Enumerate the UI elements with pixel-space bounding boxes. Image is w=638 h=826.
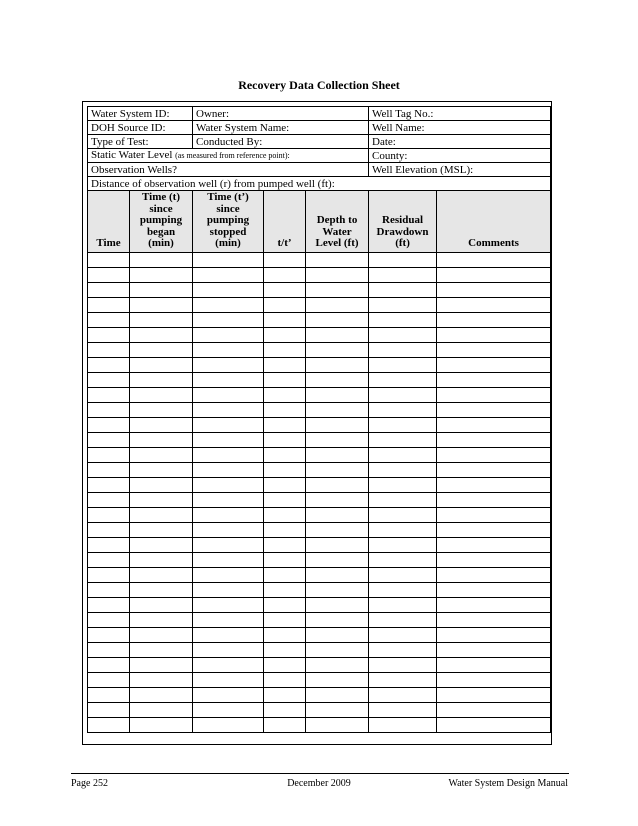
cell-ratio[interactable] xyxy=(264,447,306,462)
table-row xyxy=(88,552,551,567)
cell-depth[interactable] xyxy=(306,627,369,642)
cell-time[interactable] xyxy=(88,642,130,657)
cell-time-since-stopped[interactable] xyxy=(193,282,264,297)
table-row xyxy=(88,657,551,672)
cell-comments[interactable] xyxy=(437,597,551,612)
cell-time[interactable] xyxy=(88,552,130,567)
table-row xyxy=(88,627,551,642)
cell-time-since-stopped[interactable] xyxy=(193,582,264,597)
table-row xyxy=(88,267,551,282)
cell-drawdown[interactable] xyxy=(369,267,437,282)
county-field[interactable]: County: xyxy=(369,149,551,163)
cell-time-since-stopped[interactable] xyxy=(193,642,264,657)
cell-time-since-stopped[interactable] xyxy=(193,597,264,612)
cell-comments[interactable] xyxy=(437,372,551,387)
cell-depth[interactable] xyxy=(306,312,369,327)
cell-comments[interactable] xyxy=(437,672,551,687)
cell-comments[interactable] xyxy=(437,627,551,642)
cell-depth[interactable] xyxy=(306,462,369,477)
well-tag-field[interactable]: Well Tag No.: xyxy=(369,107,551,121)
table-row xyxy=(88,447,551,462)
cell-time-since-began[interactable] xyxy=(130,297,193,312)
cell-time[interactable] xyxy=(88,462,130,477)
cell-comments[interactable] xyxy=(437,267,551,282)
cell-time-since-began[interactable] xyxy=(130,312,193,327)
col-header-time: Time xyxy=(88,191,130,253)
cell-time-since-stopped[interactable] xyxy=(193,417,264,432)
table-row xyxy=(88,717,551,732)
distance-field[interactable]: Distance of observation well (r) from pumped well (ft): xyxy=(88,177,551,191)
cell-time-since-began[interactable] xyxy=(130,537,193,552)
cell-time-since-began[interactable] xyxy=(130,507,193,522)
cell-time-since-began[interactable] xyxy=(130,597,193,612)
cell-time-since-began[interactable] xyxy=(130,567,193,582)
info-row-4 xyxy=(88,149,551,163)
cell-drawdown[interactable] xyxy=(369,372,437,387)
cell-comments[interactable] xyxy=(437,702,551,717)
col-header-time-since-began: Time (t) since pumping began (min) xyxy=(130,191,193,253)
cell-time-since-began[interactable] xyxy=(130,282,193,297)
cell-time[interactable] xyxy=(88,357,130,372)
cell-ratio[interactable] xyxy=(264,717,306,732)
cell-time[interactable] xyxy=(88,447,130,462)
cell-depth[interactable] xyxy=(306,402,369,417)
water-system-id-field[interactable]: Water System ID: xyxy=(88,107,193,121)
cell-drawdown[interactable] xyxy=(369,282,437,297)
cell-time-since-began[interactable] xyxy=(130,447,193,462)
cell-time[interactable] xyxy=(88,522,130,537)
cell-time-since-began[interactable] xyxy=(130,342,193,357)
cell-time-since-stopped[interactable] xyxy=(193,372,264,387)
cell-drawdown[interactable] xyxy=(369,312,437,327)
cell-ratio[interactable] xyxy=(264,507,306,522)
cell-drawdown[interactable] xyxy=(369,552,437,567)
cell-drawdown[interactable] xyxy=(369,597,437,612)
cell-time-since-stopped[interactable] xyxy=(193,537,264,552)
cell-ratio[interactable] xyxy=(264,597,306,612)
cell-time-since-began[interactable] xyxy=(130,252,193,267)
cell-time-since-stopped[interactable] xyxy=(193,387,264,402)
cell-depth[interactable] xyxy=(306,672,369,687)
cell-time-since-stopped[interactable] xyxy=(193,687,264,702)
cell-ratio[interactable] xyxy=(264,612,306,627)
data-rows xyxy=(88,252,551,732)
cell-time[interactable] xyxy=(88,387,130,402)
cell-time[interactable] xyxy=(88,402,130,417)
footer-date: December 2009 xyxy=(287,778,351,789)
cell-time[interactable] xyxy=(88,597,130,612)
cell-time-since-stopped[interactable] xyxy=(193,522,264,537)
cell-comments[interactable] xyxy=(437,312,551,327)
cell-drawdown[interactable] xyxy=(369,402,437,417)
cell-time[interactable] xyxy=(88,717,130,732)
cell-time[interactable] xyxy=(88,417,130,432)
cell-ratio[interactable] xyxy=(264,417,306,432)
cell-depth[interactable] xyxy=(306,357,369,372)
cell-time-since-began[interactable] xyxy=(130,627,193,642)
cell-drawdown[interactable] xyxy=(369,672,437,687)
table-row xyxy=(88,537,551,552)
water-system-name-field[interactable]: Water System Name: xyxy=(193,121,369,135)
cell-time-since-stopped[interactable] xyxy=(193,327,264,342)
footer-manual-title: Water System Design Manual xyxy=(448,778,568,789)
cell-time-since-began[interactable] xyxy=(130,402,193,417)
cell-drawdown[interactable] xyxy=(369,252,437,267)
cell-time-since-stopped[interactable] xyxy=(193,342,264,357)
cell-ratio[interactable] xyxy=(264,297,306,312)
static-water-level-note: (as measured from reference point): xyxy=(175,151,290,160)
cell-time-since-began[interactable] xyxy=(130,522,193,537)
cell-comments[interactable] xyxy=(437,387,551,402)
cell-depth[interactable] xyxy=(306,267,369,282)
cell-time-since-began[interactable] xyxy=(130,672,193,687)
cell-ratio[interactable] xyxy=(264,462,306,477)
cell-drawdown[interactable] xyxy=(369,447,437,462)
cell-time-since-stopped[interactable] xyxy=(193,717,264,732)
recovery-data-table xyxy=(87,106,551,733)
cell-time[interactable] xyxy=(88,267,130,282)
cell-time-since-began[interactable] xyxy=(130,267,193,282)
cell-time[interactable] xyxy=(88,297,130,312)
table-row xyxy=(88,642,551,657)
cell-drawdown[interactable] xyxy=(369,582,437,597)
cell-time-since-stopped[interactable] xyxy=(193,492,264,507)
cell-time[interactable] xyxy=(88,672,130,687)
col-header-drawdown: Residual Drawdown (ft) xyxy=(369,191,437,253)
cell-time-since-stopped[interactable] xyxy=(193,507,264,522)
table-row xyxy=(88,702,551,717)
cell-time-since-stopped[interactable] xyxy=(193,477,264,492)
cell-time-since-stopped[interactable] xyxy=(193,432,264,447)
conducted-by-field[interactable]: Conducted By: xyxy=(193,135,369,149)
well-elevation-field[interactable]: Well Elevation (MSL): xyxy=(369,163,551,177)
cell-ratio[interactable] xyxy=(264,492,306,507)
cell-drawdown[interactable] xyxy=(369,687,437,702)
cell-time-since-began[interactable] xyxy=(130,432,193,447)
cell-comments[interactable] xyxy=(437,402,551,417)
cell-drawdown[interactable] xyxy=(369,642,437,657)
cell-ratio[interactable] xyxy=(264,342,306,357)
cell-comments[interactable] xyxy=(437,297,551,312)
cell-drawdown[interactable] xyxy=(369,462,437,477)
cell-drawdown[interactable] xyxy=(369,657,437,672)
cell-time[interactable] xyxy=(88,687,130,702)
cell-ratio[interactable] xyxy=(264,687,306,702)
cell-time-since-began[interactable] xyxy=(130,687,193,702)
cell-ratio[interactable] xyxy=(264,327,306,342)
cell-time-since-began[interactable] xyxy=(130,612,193,627)
table-row xyxy=(88,282,551,297)
cell-comments[interactable] xyxy=(437,687,551,702)
info-row-5 xyxy=(88,163,551,177)
footer-page-number: Page 252 xyxy=(71,778,108,789)
cell-depth[interactable] xyxy=(306,387,369,402)
footer-rule xyxy=(71,773,569,774)
cell-comments[interactable] xyxy=(437,657,551,672)
cell-drawdown[interactable] xyxy=(369,297,437,312)
cell-time-since-stopped[interactable] xyxy=(193,297,264,312)
cell-time[interactable] xyxy=(88,657,130,672)
cell-time[interactable] xyxy=(88,342,130,357)
cell-comments[interactable] xyxy=(437,492,551,507)
cell-depth[interactable] xyxy=(306,657,369,672)
table-row xyxy=(88,597,551,612)
cell-time-since-stopped[interactable] xyxy=(193,612,264,627)
cell-depth[interactable] xyxy=(306,582,369,597)
cell-depth[interactable] xyxy=(306,432,369,447)
cell-time-since-stopped[interactable] xyxy=(193,402,264,417)
table-row xyxy=(88,507,551,522)
cell-time[interactable] xyxy=(88,282,130,297)
cell-depth[interactable] xyxy=(306,252,369,267)
info-row-6 xyxy=(88,177,551,191)
cell-depth[interactable] xyxy=(306,687,369,702)
col-header-depth: Depth to Water Level (ft) xyxy=(306,191,369,253)
cell-ratio[interactable] xyxy=(264,657,306,672)
cell-depth[interactable] xyxy=(306,327,369,342)
cell-comments[interactable] xyxy=(437,567,551,582)
cell-comments[interactable] xyxy=(437,537,551,552)
type-of-test-field[interactable]: Type of Test: xyxy=(88,135,193,149)
cell-comments[interactable] xyxy=(437,342,551,357)
cell-time-since-began[interactable] xyxy=(130,417,193,432)
cell-drawdown[interactable] xyxy=(369,492,437,507)
cell-comments[interactable] xyxy=(437,522,551,537)
cell-time[interactable] xyxy=(88,507,130,522)
cell-drawdown[interactable] xyxy=(369,387,437,402)
cell-drawdown[interactable] xyxy=(369,507,437,522)
cell-time-since-began[interactable] xyxy=(130,492,193,507)
cell-drawdown[interactable] xyxy=(369,432,437,447)
cell-drawdown[interactable] xyxy=(369,612,437,627)
observation-wells-field[interactable]: Observation Wells? xyxy=(88,163,369,177)
cell-ratio[interactable] xyxy=(264,282,306,297)
cell-time-since-began[interactable] xyxy=(130,327,193,342)
cell-drawdown[interactable] xyxy=(369,342,437,357)
cell-ratio[interactable] xyxy=(264,537,306,552)
table-row xyxy=(88,492,551,507)
cell-time[interactable] xyxy=(88,627,130,642)
table-row xyxy=(88,612,551,627)
cell-time-since-began[interactable] xyxy=(130,582,193,597)
cell-time[interactable] xyxy=(88,327,130,342)
cell-time-since-stopped[interactable] xyxy=(193,267,264,282)
doh-source-id-field[interactable]: DOH Source ID: xyxy=(88,121,193,135)
cell-time[interactable] xyxy=(88,537,130,552)
table-row xyxy=(88,477,551,492)
table-row xyxy=(88,357,551,372)
cell-time-since-began[interactable] xyxy=(130,552,193,567)
cell-drawdown[interactable] xyxy=(369,717,437,732)
table-row xyxy=(88,522,551,537)
cell-comments[interactable] xyxy=(437,282,551,297)
cell-depth[interactable] xyxy=(306,342,369,357)
column-header-row xyxy=(88,191,551,253)
cell-time[interactable] xyxy=(88,612,130,627)
info-row-2 xyxy=(88,121,551,135)
cell-depth[interactable] xyxy=(306,717,369,732)
col-header-time-since-stopped: Time (t’) since pumping stopped (min) xyxy=(193,191,264,253)
cell-time-since-began[interactable] xyxy=(130,642,193,657)
table-row xyxy=(88,687,551,702)
cell-time[interactable] xyxy=(88,252,130,267)
table-row xyxy=(88,297,551,312)
cell-time-since-began[interactable] xyxy=(130,657,193,672)
cell-time-since-stopped[interactable] xyxy=(193,462,264,477)
cell-depth[interactable] xyxy=(306,492,369,507)
date-field[interactable]: Date: xyxy=(369,135,551,149)
table-row xyxy=(88,312,551,327)
owner-field[interactable]: Owner: xyxy=(193,107,369,121)
cell-comments[interactable] xyxy=(437,552,551,567)
cell-time[interactable] xyxy=(88,312,130,327)
table-row xyxy=(88,342,551,357)
cell-drawdown[interactable] xyxy=(369,477,437,492)
cell-depth[interactable] xyxy=(306,447,369,462)
cell-depth[interactable] xyxy=(306,372,369,387)
cell-time-since-began[interactable] xyxy=(130,462,193,477)
cell-drawdown[interactable] xyxy=(369,537,437,552)
cell-drawdown[interactable] xyxy=(369,522,437,537)
cell-comments[interactable] xyxy=(437,417,551,432)
cell-time-since-stopped[interactable] xyxy=(193,312,264,327)
cell-ratio[interactable] xyxy=(264,552,306,567)
cell-ratio[interactable] xyxy=(264,267,306,282)
cell-time-since-stopped[interactable] xyxy=(193,627,264,642)
table-row xyxy=(88,387,551,402)
cell-time[interactable] xyxy=(88,432,130,447)
table-row xyxy=(88,402,551,417)
cell-drawdown[interactable] xyxy=(369,702,437,717)
cell-depth[interactable] xyxy=(306,477,369,492)
cell-time-since-began[interactable] xyxy=(130,357,193,372)
table-row xyxy=(88,567,551,582)
cell-ratio[interactable] xyxy=(264,567,306,582)
cell-time[interactable] xyxy=(88,582,130,597)
sheet-title: Recovery Data Collection Sheet xyxy=(238,78,400,92)
cell-time-since-stopped[interactable] xyxy=(193,357,264,372)
cell-comments[interactable] xyxy=(437,462,551,477)
cell-time-since-stopped[interactable] xyxy=(193,672,264,687)
table-row xyxy=(88,582,551,597)
cell-ratio[interactable] xyxy=(264,642,306,657)
cell-time-since-stopped[interactable] xyxy=(193,702,264,717)
cell-time-since-began[interactable] xyxy=(130,717,193,732)
cell-time-since-began[interactable] xyxy=(130,372,193,387)
cell-ratio[interactable] xyxy=(264,522,306,537)
cell-comments[interactable] xyxy=(437,717,551,732)
well-name-field[interactable]: Well Name: xyxy=(369,121,551,135)
cell-time[interactable] xyxy=(88,492,130,507)
cell-drawdown[interactable] xyxy=(369,627,437,642)
cell-drawdown[interactable] xyxy=(369,567,437,582)
cell-ratio[interactable] xyxy=(264,252,306,267)
table-row xyxy=(88,252,551,267)
cell-comments[interactable] xyxy=(437,582,551,597)
cell-comments[interactable] xyxy=(437,507,551,522)
cell-ratio[interactable] xyxy=(264,312,306,327)
cell-depth[interactable] xyxy=(306,522,369,537)
cell-ratio[interactable] xyxy=(264,627,306,642)
cell-depth[interactable] xyxy=(306,507,369,522)
table-row xyxy=(88,462,551,477)
cell-ratio[interactable] xyxy=(264,387,306,402)
cell-depth[interactable] xyxy=(306,642,369,657)
info-row-3 xyxy=(88,135,551,149)
col-header-comments: Comments xyxy=(437,191,551,253)
cell-time[interactable] xyxy=(88,702,130,717)
col-header-ratio: t/t’ xyxy=(264,191,306,253)
cell-drawdown[interactable] xyxy=(369,417,437,432)
cell-time[interactable] xyxy=(88,372,130,387)
cell-drawdown[interactable] xyxy=(369,327,437,342)
cell-time-since-stopped[interactable] xyxy=(193,567,264,582)
static-water-level-field[interactable] xyxy=(88,149,369,163)
static-water-level-label: Static Water Level xyxy=(91,149,173,161)
table-row xyxy=(88,327,551,342)
cell-ratio[interactable] xyxy=(264,432,306,447)
info-row-1 xyxy=(88,107,551,121)
cell-ratio[interactable] xyxy=(264,357,306,372)
cell-depth[interactable] xyxy=(306,417,369,432)
table-row xyxy=(88,417,551,432)
table-row xyxy=(88,432,551,447)
cell-depth[interactable] xyxy=(306,552,369,567)
cell-comments[interactable] xyxy=(437,357,551,372)
table-row xyxy=(88,672,551,687)
cell-depth[interactable] xyxy=(306,597,369,612)
cell-comments[interactable] xyxy=(437,612,551,627)
cell-time-since-stopped[interactable] xyxy=(193,252,264,267)
cell-time-since-began[interactable] xyxy=(130,387,193,402)
cell-ratio[interactable] xyxy=(264,402,306,417)
cell-time[interactable] xyxy=(88,477,130,492)
cell-comments[interactable] xyxy=(437,252,551,267)
cell-ratio[interactable] xyxy=(264,372,306,387)
cell-ratio[interactable] xyxy=(264,702,306,717)
cell-comments[interactable] xyxy=(437,642,551,657)
cell-time-since-stopped[interactable] xyxy=(193,447,264,462)
cell-depth[interactable] xyxy=(306,297,369,312)
cell-comments[interactable] xyxy=(437,477,551,492)
cell-depth[interactable] xyxy=(306,537,369,552)
cell-depth[interactable] xyxy=(306,702,369,717)
cell-depth[interactable] xyxy=(306,567,369,582)
table-row xyxy=(88,372,551,387)
cell-time-since-began[interactable] xyxy=(130,702,193,717)
cell-comments[interactable] xyxy=(437,447,551,462)
cell-ratio[interactable] xyxy=(264,672,306,687)
cell-comments[interactable] xyxy=(437,432,551,447)
cell-depth[interactable] xyxy=(306,612,369,627)
cell-time-since-stopped[interactable] xyxy=(193,657,264,672)
cell-ratio[interactable] xyxy=(264,582,306,597)
cell-comments[interactable] xyxy=(437,327,551,342)
cell-depth[interactable] xyxy=(306,282,369,297)
cell-time[interactable] xyxy=(88,567,130,582)
cell-time-since-stopped[interactable] xyxy=(193,552,264,567)
cell-time-since-began[interactable] xyxy=(130,477,193,492)
cell-drawdown[interactable] xyxy=(369,357,437,372)
cell-ratio[interactable] xyxy=(264,477,306,492)
